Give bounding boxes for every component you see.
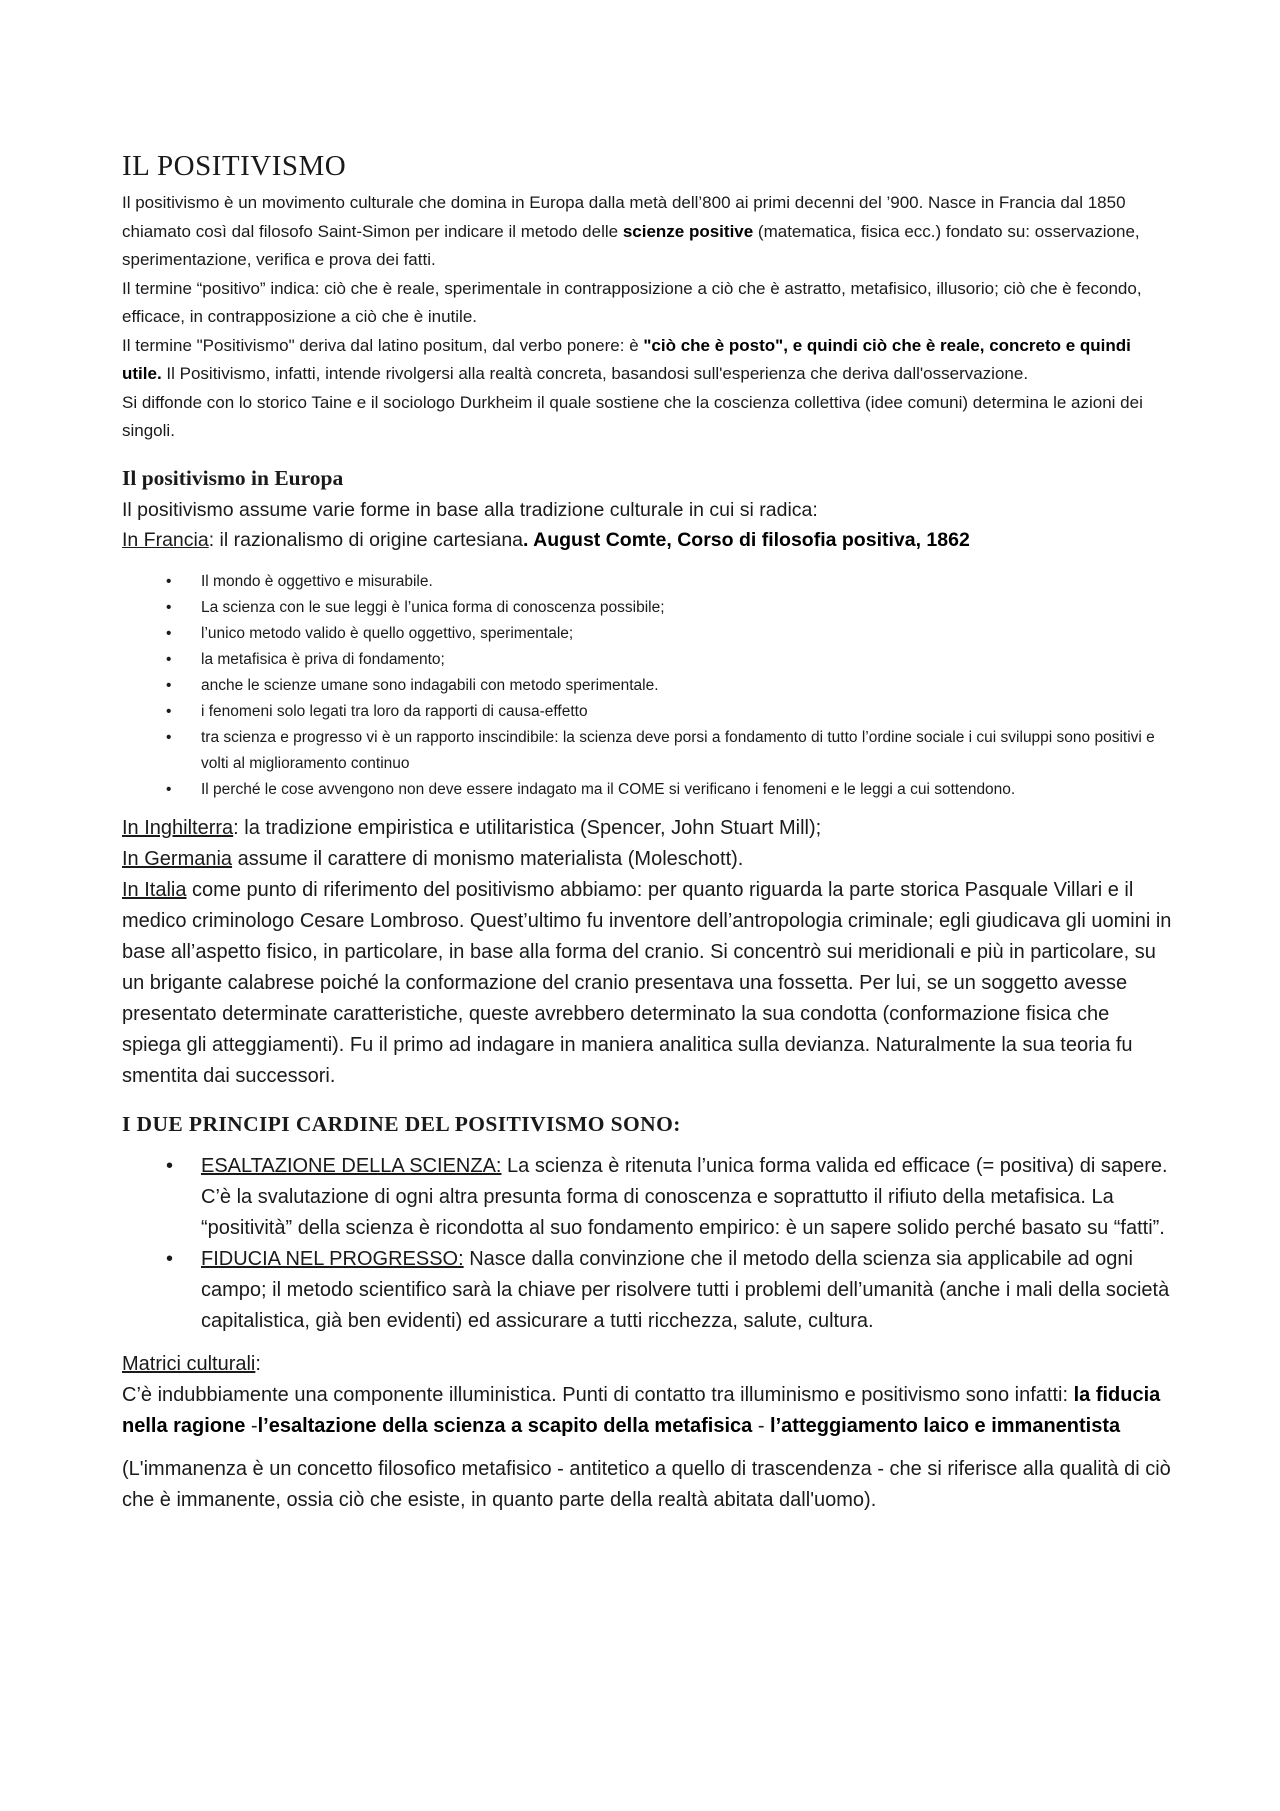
bullet-icon: • — [166, 598, 172, 616]
intro-text: Il Positivismo, infatti, intende rivolgersi alla realtà concreta, basandosi sull'esperienza che deriva dall'osservazione. — [161, 364, 1029, 383]
italy-paragraph — [122, 875, 1172, 1092]
england-text: : la tradizione empiristica e utilitaristica (Spencer, John Stuart Mill); — [233, 816, 822, 839]
list-item — [166, 569, 1172, 595]
matrici-point: l’atteggiamento laico e immanentista — [770, 1414, 1121, 1437]
germany-paragraph — [122, 844, 1172, 875]
bullet-icon: • — [166, 702, 172, 720]
matrici-label-line — [122, 1349, 1172, 1380]
principle-text: Nasce dalla convinzione che il metodo della scienza sia applicabile ad ogni campo; il metodo scientifico sarà la chiave per risolvere tutti i problemi dell’umanità (anche i mali della società capitalistica, già ben evidenti) ed assicurare a tutti ricchezza, salute, cultura. — [201, 1247, 1170, 1332]
europe-lead: Il positivismo assume varie forme in base alla tradizione culturale in cui si radica: — [122, 498, 818, 521]
europe-heading: Il positivismo in Europa — [122, 465, 344, 490]
germany-label: In Germania — [122, 847, 233, 870]
list-item-text: Il perché le cose avvengono non deve essere indagato ma il COME si verificano i fenomeni e le leggi a cui sottendono. — [201, 780, 1016, 798]
france-text: : il razionalismo di origine cartesiana — [208, 528, 524, 551]
intro-paragraph-3 — [122, 332, 1172, 389]
bullet-icon: • — [166, 1154, 174, 1177]
list-item-text: anche le scienze umane sono indagabili con metodo sperimentale. — [201, 676, 659, 694]
intro-paragraph-4: Si diffonde con lo storico Taine e il sociologo Durkheim il quale sostiene che la coscienza collettiva (idee comuni) determina le azioni dei singoli. — [122, 392, 1143, 440]
bullet-icon: • — [166, 650, 172, 668]
list-item-text: i fenomeni solo legati tra loro da rapporti di causa-effetto — [201, 702, 588, 720]
list-item — [166, 673, 1172, 699]
document-page — [122, 150, 1172, 1516]
list-item — [166, 1151, 1172, 1244]
intro-text: (matematica, fisica ecc.) fondato su: osservazione, sperimentazione, verifica e prova dei fatti. — [122, 221, 1140, 269]
list-item — [166, 621, 1172, 647]
matrici-text: C’è indubbiamente una componente illuministica. Punti di contatto tra illuminismo e positivismo sono infatti: — [122, 1383, 1074, 1406]
list-item-text: la metafisica è priva di fondamento; — [201, 650, 445, 668]
page-title: IL POSITIVISMO — [122, 150, 347, 182]
france-label: In Francia — [122, 528, 209, 551]
bullet-icon: • — [166, 676, 172, 694]
intro-text: Il positivismo è un movimento culturale che domina in Europa dalla metà dell’800 ai primi decenni del ’900. Nasce in Francia dal 1850 chiamato così dal filosofo Saint-Simon per indicare il metodo delle — [122, 193, 1126, 241]
france-comte: . August Comte, Corso di filosofia positiva, 1862 — [523, 528, 970, 551]
france-points-list — [166, 569, 1172, 803]
italy-label: In Italia — [122, 878, 187, 901]
matrici-label-suffix: : — [255, 1352, 261, 1375]
intro-paragraph-2: Il termine “positivo” indica: ciò che è reale, sperimentale in contrapposizione a ciò che è astratto, metafisico, illusorio; ciò che è fecondo, efficace, in contrapposizione a ciò che è inutile. — [122, 278, 1142, 326]
bullet-icon: • — [166, 780, 172, 798]
list-item — [166, 647, 1172, 673]
france-paragraph — [122, 525, 1172, 555]
list-item-text: La scienza con le sue leggi è l’unica forma di conoscenza possibile; — [201, 598, 665, 616]
matrici-point: l’esaltazione della scienza a scapito della metafisica — [257, 1414, 753, 1437]
list-item-text: l’unico metodo valido è quello oggettivo, sperimentale; — [201, 624, 574, 642]
intro-emphasis: scienze positive — [622, 221, 754, 241]
bullet-icon: • — [166, 624, 172, 642]
matrici-separator: - — [245, 1414, 258, 1437]
matrici-label: Matrici culturali — [122, 1352, 256, 1375]
principle-label: FIDUCIA NEL PROGRESSO: — [201, 1247, 464, 1270]
matrici-point: la fiducia nella ragione — [122, 1383, 1161, 1437]
bullet-icon: • — [166, 728, 172, 746]
principle-text: La scienza è ritenuta l’unica forma valida ed efficace (= positiva) di sapere. C’è la svalutazione di ogni altra presunta forma di conoscenza e soprattutto il rifiuto della metafisica. La “positività” della scienza è ricondotta al suo fondamento empirico: è un sapere solido perché basato su “fatti”. — [201, 1154, 1168, 1239]
germany-text: assume il carattere di monismo materialista (Moleschott). — [232, 847, 744, 870]
england-paragraph — [122, 813, 1172, 844]
england-label: In Inghilterra — [122, 816, 234, 839]
immanence-note: (L'immanenza è un concetto filosofico metafisico - antitetico a quello di trascendenza - che si riferisce alla qualità di ciò che è immanente, ossia ciò che esiste, in quanto parte della realtà abitata dall'uomo). — [122, 1457, 1171, 1511]
list-item-text: Il mondo è oggettivo e misurabile. — [201, 572, 433, 590]
intro-emphasis: "ciò che è posto", e quindi ciò che è reale, concreto e quindi utile. — [122, 335, 1131, 383]
intro-paragraph-1 — [122, 189, 1172, 275]
list-item — [166, 595, 1172, 621]
principles-heading: I DUE PRINCIPI CARDINE DEL POSITIVISMO SONO: — [122, 1111, 681, 1136]
matrici-paragraph — [122, 1380, 1172, 1442]
list-item — [166, 699, 1172, 725]
bullet-icon: • — [166, 572, 172, 590]
intro-text: Il termine "Positivismo" deriva dal latino positum, dal verbo ponere: è — [122, 335, 644, 355]
matrici-separator: - — [752, 1414, 771, 1437]
list-item-text: tra scienza e progresso vi è un rapporto inscindibile: la scienza deve porsi a fondamento di tutto l’ordine sociale i cui sviluppi sono positivi e volti al miglioramento continuo — [201, 728, 1155, 772]
principle-label: ESALTAZIONE DELLA SCIENZA: — [201, 1154, 502, 1177]
list-item — [166, 777, 1172, 803]
bullet-icon: • — [166, 1247, 174, 1270]
intro-section — [122, 189, 1172, 446]
principles-list — [166, 1151, 1172, 1337]
italy-text: come punto di riferimento del positivismo abbiamo: per quanto riguarda la parte storica Pasquale Villari e il medico criminologo Cesare Lombroso. Quest’ultimo fu inventore dell’antropologia criminale; egli giudicava gli uomini in base all’aspetto fisico, in particolare, in base alla forma del cranio. Si concentrò sui meridionali e più in particolare, su un brigante calabrese poiché la conformazione del cranio presentava una fossetta. Per lui, se un soggetto avesse presentato determinate caratteristiche, queste avrebbero determinato la sua condotta (conformazione fisica che spiega gli atteggiamenti). Fu il primo ad indagare in maniera analitica sulla devianza. Naturalmente la sua teoria fu smentita dai successori. — [122, 878, 1172, 1087]
list-item — [166, 1244, 1172, 1337]
list-item — [166, 725, 1172, 777]
